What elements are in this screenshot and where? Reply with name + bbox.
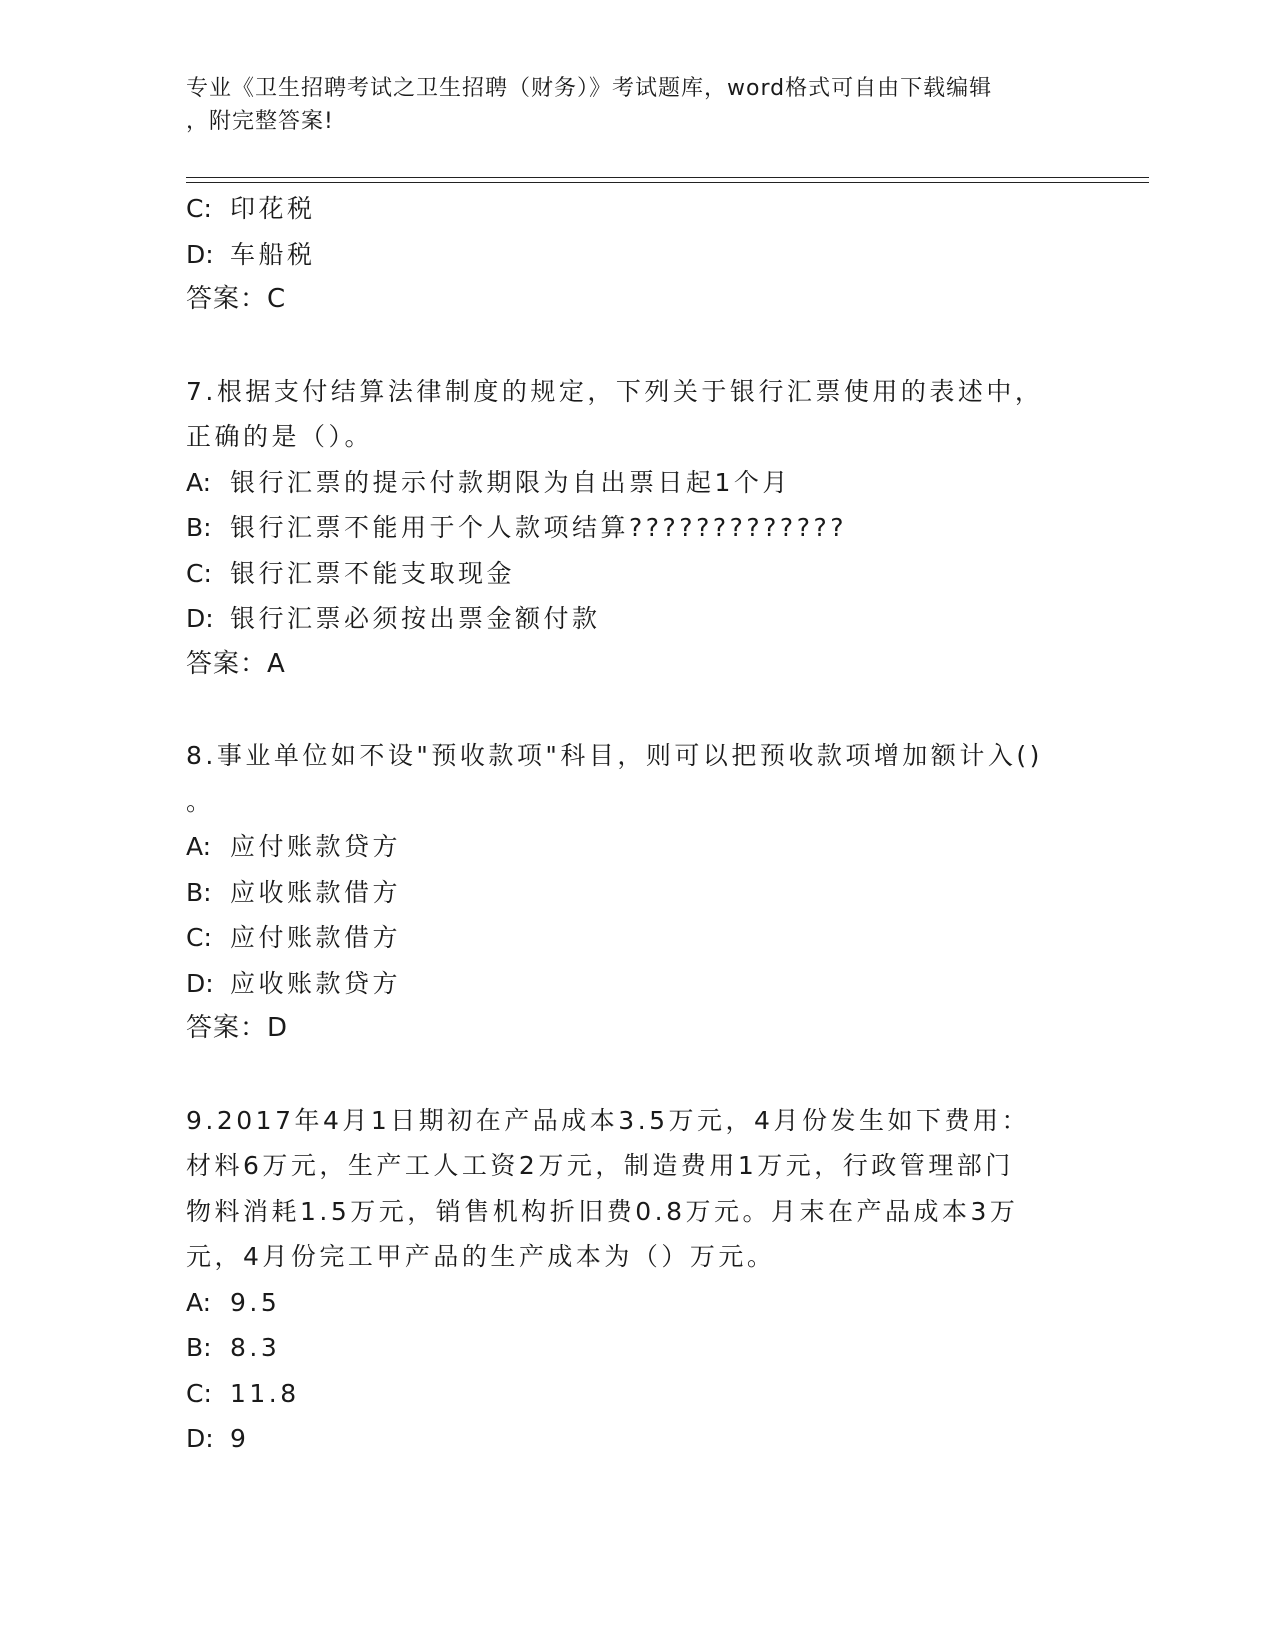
option-a: A: 9.5 [186,1287,281,1317]
question-6-tail [186,186,1086,323]
option-c: C: 银行汇票不能支取现金 [186,558,516,588]
spacer [186,687,1086,733]
option-b: B: 银行汇票不能用于个人款项结算????????????? [186,513,847,542]
question-stem: 材料6万元，生产工人工资2万元，制造费用1万元，行政管理部门 [186,1151,1014,1180]
option-d: D: 9 [186,1424,250,1453]
option-d: D: 银行汇票必须按出票金额付款 [186,604,601,633]
option-d: D: 应收账款贷方 [186,968,402,998]
question-stem: 。 [186,786,215,816]
answer-line: 答案：C [186,284,287,314]
option-a: A: 应付账款贷方 [186,832,402,861]
option-a: A: 银行汇票的提示付款期限为自出票日起1个月 [186,467,791,497]
answer-line: 答案：A [186,648,286,679]
page-header [186,72,1066,138]
option-b: B: 8.3 [186,1333,281,1362]
option-c: C: 11.8 [186,1378,300,1408]
question-stem: 7.根据支付结算法律制度的规定，下列关于银行汇票使用的表述中， [186,376,1044,406]
question-stem: 元，4月份完工甲产品的生产成本为（）万元。 [186,1242,776,1271]
spacer [186,1052,1086,1098]
spacer [186,323,1086,369]
question-stem: 正确的是（）。 [186,422,374,451]
option-d: D: 车船税 [186,239,316,269]
question-list [186,186,1086,1462]
question-9 [186,1098,1086,1462]
question-stem: 物料消耗1.5万元，销售机构折旧费0.8万元。月末在产品成本3万 [186,1196,1019,1226]
header-line-1: 专业《卫生招聘考试之卫生招聘（财务）》考试题库，word格式可自由下载编辑 [186,76,993,101]
question-7 [186,369,1086,688]
header-line-2: ，附完整答案! [186,109,334,134]
option-c: C: 印花税 [186,194,316,223]
question-stem: 8.事业单位如不设"预收款项"科目，则可以把预收款项增加额计入() [186,741,1043,770]
answer-line: 答案：D [186,1013,289,1043]
question-stem: 9.2017年4月1日期初在产品成本3.5万元，4月份发生如下费用： [186,1105,1030,1135]
option-b: B: 应收账款借方 [186,877,402,907]
question-8 [186,733,1086,1052]
header-divider [186,177,1149,183]
option-c: C: 应付账款借方 [186,923,402,952]
